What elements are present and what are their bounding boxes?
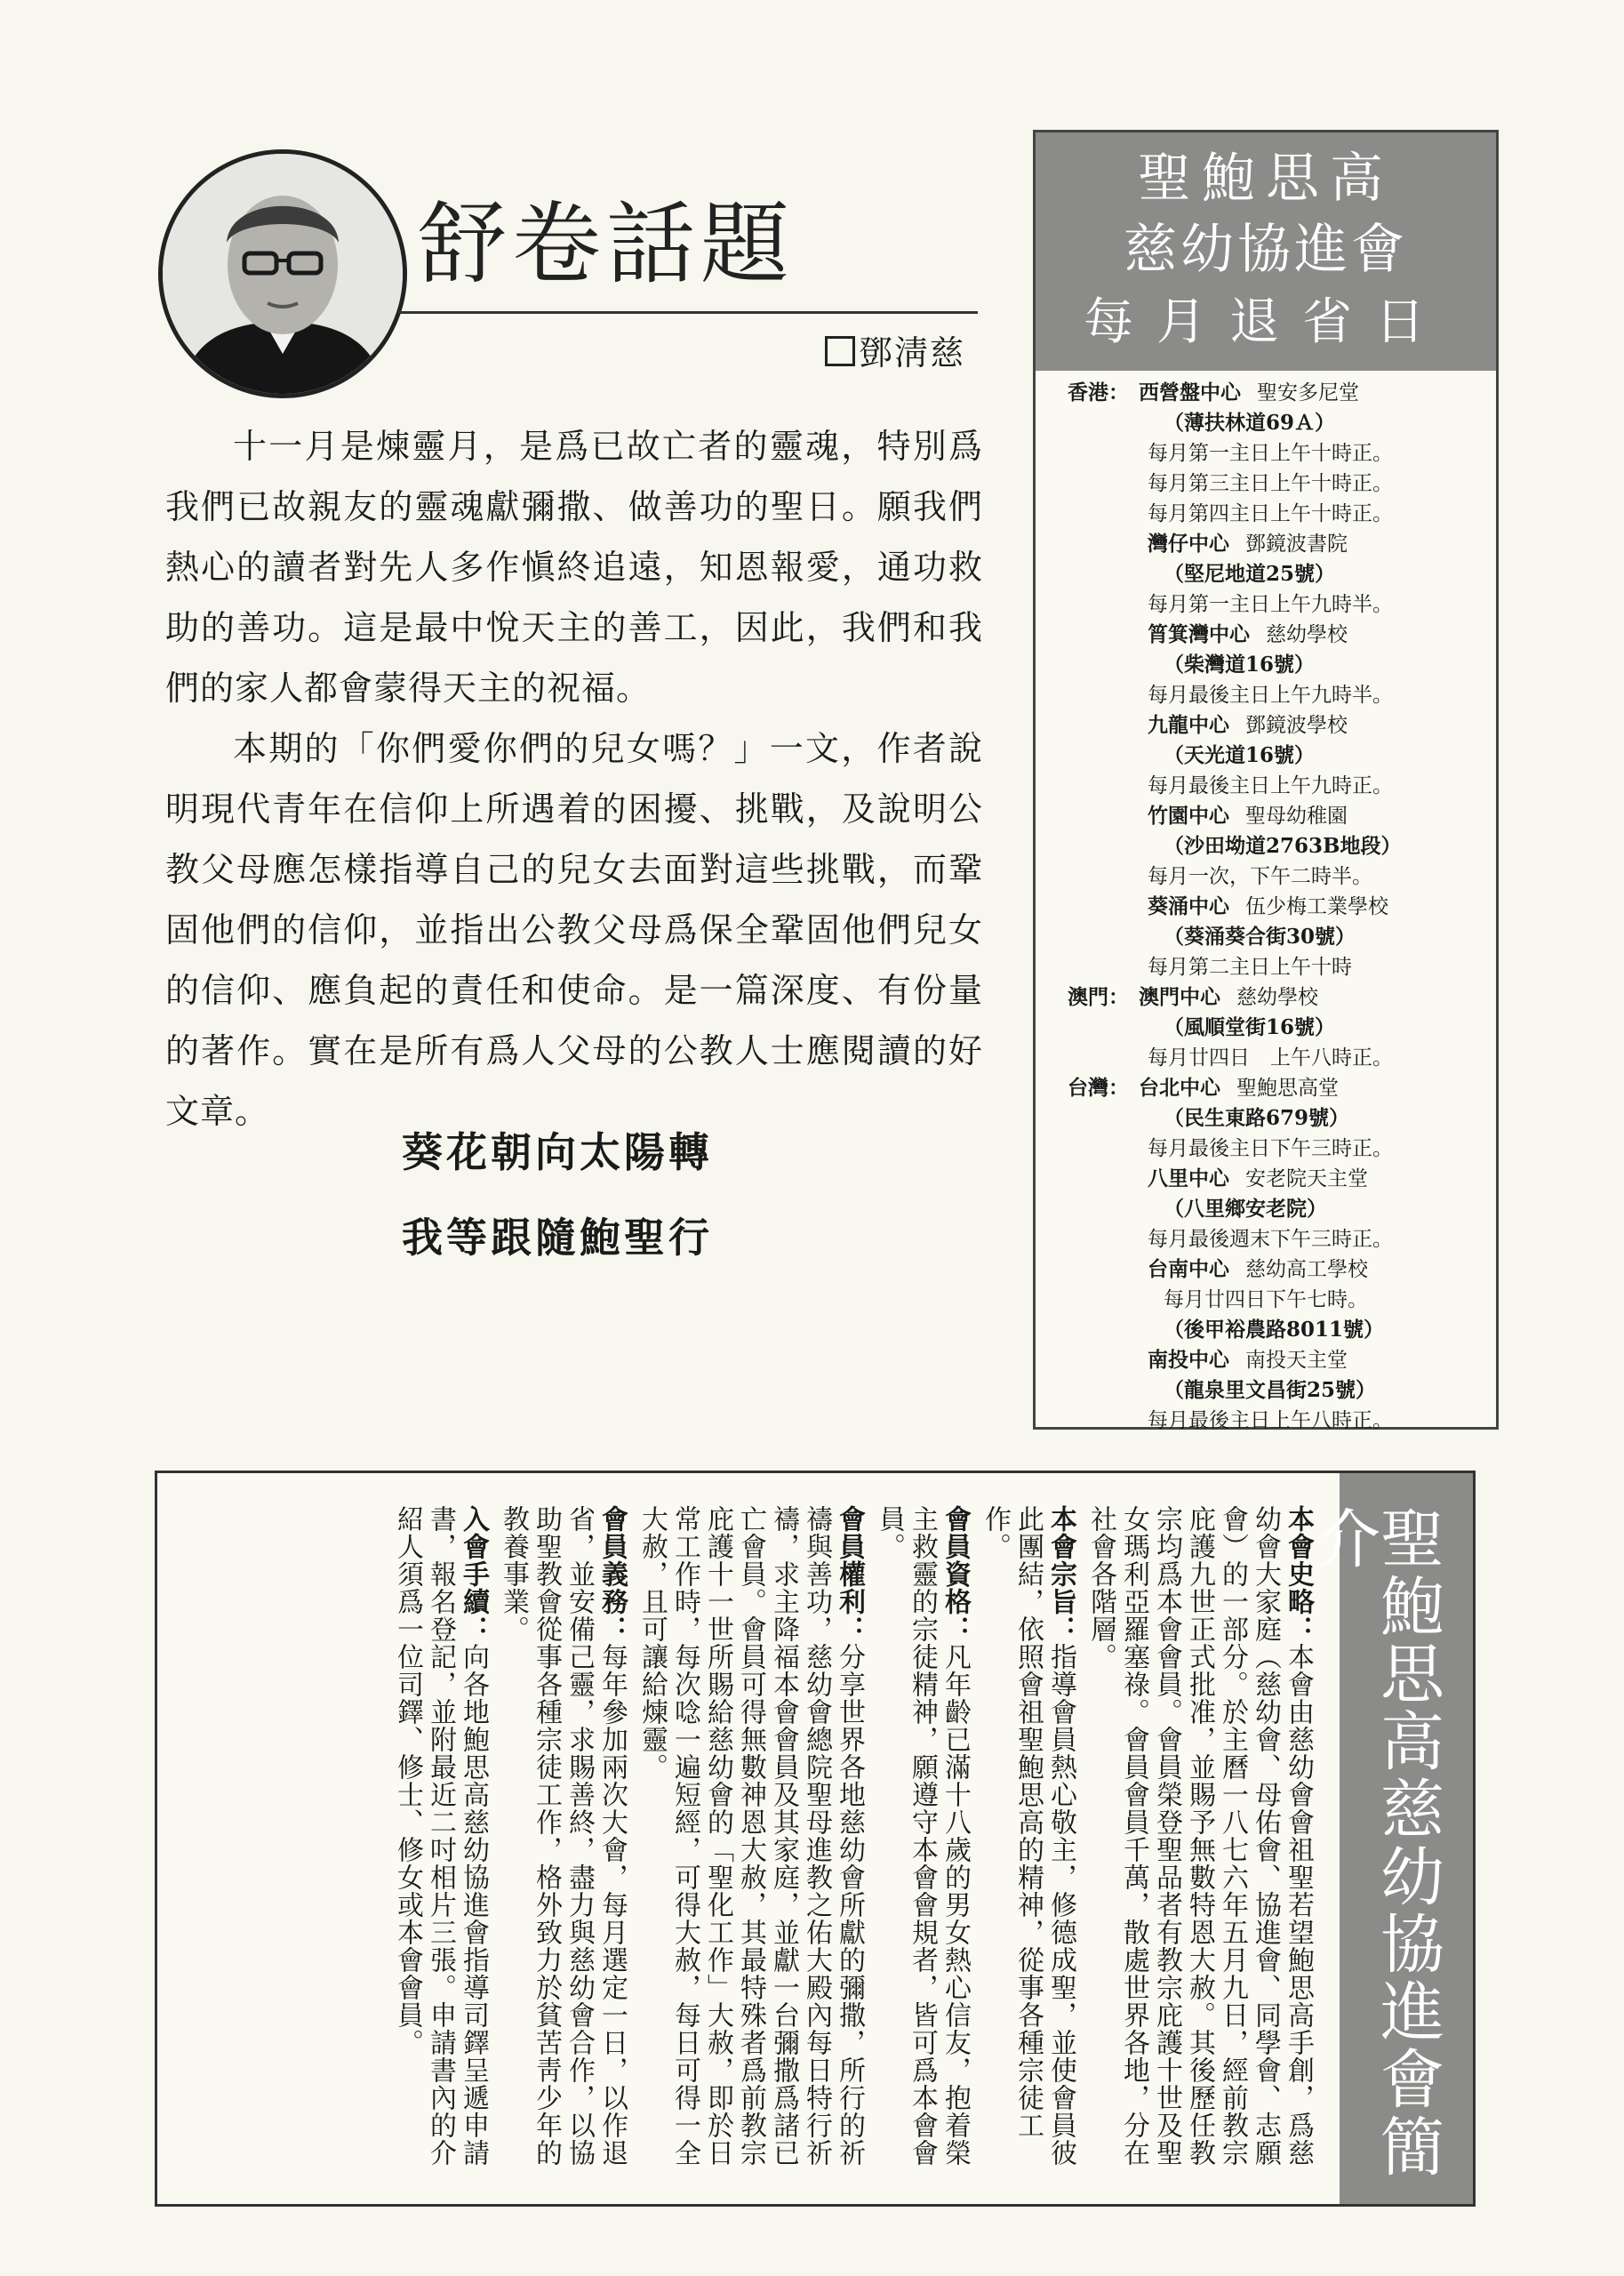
intro-section: [497, 1505, 628, 2181]
center-venue: 慈幼學校: [1266, 623, 1348, 646]
region-label: 澳門：: [1068, 986, 1129, 1009]
retreat-title-3: 每月退省日: [1084, 293, 1448, 351]
center-address: （柴灣道16號）: [1164, 653, 1316, 677]
intro-section: [1084, 1505, 1315, 2181]
center-venue: 慈幼學校: [1236, 986, 1318, 1009]
retreat-line: [1036, 1134, 1496, 1164]
editorial-body: [165, 416, 983, 1142]
retreat-line: [1036, 771, 1496, 801]
center-name: 竹園中心: [1148, 805, 1229, 828]
portrait-image: [163, 154, 403, 394]
monthly-retreat-box: [1033, 130, 1499, 1430]
retreat-line: [1036, 1285, 1496, 1315]
editorial-paragraph: 本期的「你們愛你們的兒女嗎？」一文，作者說明現代青年在信仰上所遇着的困擾、挑戰，及說明公教父母應怎樣指導自己的兒女去面對這些挑戰，而鞏固他們的信仰，並指出公教父母爲保全鞏固他們兒女的信仰、應負起的責任和使命。是一篇深度、有份量的著作。實在是所有爲人父母的公教人士應閱讀的好文章。: [165, 729, 983, 1131]
intro-section-text: 凡年齡已滿十八歲的男女熱心信友，抱着榮主救靈的宗徒精神，願遵守本會會規者，皆可爲本會會員。: [874, 1505, 971, 2167]
intro-section-label: 會員權利：: [834, 1505, 865, 1643]
retreat-title-1: 聖鮑思高: [1138, 148, 1394, 210]
center-address: （風順堂街16號）: [1164, 1015, 1336, 1039]
center-address: （薄扶林道69Ａ）: [1164, 411, 1336, 435]
center-schedule: 每月一次，下午二時半。: [1148, 865, 1372, 888]
center-schedule: 每月第三主日上午十時正。: [1148, 472, 1393, 495]
center-name: 台北中心: [1139, 1077, 1220, 1100]
center-venue: 鄧鏡波書院: [1245, 533, 1348, 556]
retreat-line: [1036, 559, 1496, 589]
center-schedule: 每月第一主日上午十時正。: [1148, 442, 1393, 465]
retreat-line: [1036, 499, 1496, 529]
intro-section-text: 向各地鮑思高慈幼協進會指導司鐸呈遞申請書，報名登記，並附最近二吋相片三張。申請書內的介紹人須爲一位司鐸、修士、修女或本會會員。: [392, 1505, 489, 2167]
center-schedule: 每月最後主日下午三時正。: [1148, 1137, 1393, 1160]
motto-line: 葵花朝向太陽轉: [402, 1128, 713, 1176]
retreat-title-2: 慈幼協進會: [1124, 219, 1408, 281]
retreat-line: [1036, 408, 1496, 438]
center-address: （堅尼地道25號）: [1164, 562, 1336, 586]
center-schedule: 每月第一主日上午九時半。: [1148, 593, 1393, 616]
center-venue: 伍少梅工業學校: [1245, 895, 1388, 918]
retreat-line: [1036, 1315, 1496, 1345]
author-name: 鄧淸慈: [859, 333, 966, 373]
intro-title-panel: [1306, 1473, 1473, 2204]
center-address: （天光道16號）: [1164, 743, 1316, 767]
center-venue: 南投天主堂: [1245, 1349, 1348, 1372]
center-venue: 聖母幼稚園: [1245, 805, 1348, 828]
author-portrait: [158, 149, 407, 398]
center-name: 南投中心: [1148, 1349, 1229, 1372]
intro-section-label: 本會史略：: [1283, 1505, 1314, 1643]
retreat-line: [1036, 1043, 1496, 1073]
intro-section-text: 每年參加兩次大會，每月選定一日，以作退省，並安備己靈，求賜善終，盡力與慈幼會合作，以協助聖教會從事各種宗徒工作，格外致力於貧苦靑少年的教養事業。: [498, 1505, 628, 2167]
retreat-line: [1036, 1194, 1496, 1224]
center-schedule: 每月最後主日上午八時正。: [1148, 1409, 1393, 1432]
intro-section-label: 會員義務：: [596, 1505, 628, 1643]
intro-section-label: 入會手續：: [458, 1505, 489, 1643]
region-label: 台灣：: [1068, 1077, 1129, 1100]
intro-section-text: 指導會員熱心敬主，修德成聖，並使會員彼此團結，依照會祖聖鮑思高的精神，從事各種宗徒工作。: [980, 1505, 1076, 2167]
intro-body: [384, 1505, 1315, 2181]
center-address: （葵涌葵合街30號）: [1164, 925, 1356, 949]
motto: [402, 1110, 713, 1280]
center-address: （沙田坳道2763B地段）: [1164, 834, 1402, 858]
retreat-center-list: [1036, 371, 1496, 1436]
motto-line: 我等跟隨鮑聖行: [402, 1214, 713, 1262]
retreat-line: [1036, 1103, 1496, 1134]
region-label: 香港：: [1068, 381, 1129, 405]
intro-section: [979, 1505, 1077, 2181]
retreat-line: [1036, 710, 1496, 741]
center-name: 台南中心: [1148, 1258, 1229, 1281]
center-schedule: 每月第二主日上午十時: [1148, 956, 1352, 979]
intro-section-text: 本會由慈幼會會祖聖若望鮑思高手創，爲慈幼會大家庭（慈幼會、母佑會、協進會、同學會、志願會）的一部分。於主曆一八七六年五月九日，經前教宗庇護九世正式批准，並賜予無數特恩大赦。其後歷任教宗均爲本會會員。會員榮登聖品者有教宗庇護十世及聖女瑪利亞羅塞祿。會員會員千萬，散處世界各地，分在社會各階層。: [1085, 1505, 1314, 2167]
center-address: （龍泉里文昌街25號）: [1164, 1378, 1377, 1402]
retreat-line: [1036, 1073, 1496, 1103]
title-underline: [398, 311, 978, 314]
retreat-line: [1036, 922, 1496, 952]
author-byline: [825, 325, 965, 374]
retreat-line: [1036, 1224, 1496, 1254]
retreat-line: [1036, 952, 1496, 982]
center-venue: 聖安多尼堂: [1257, 381, 1359, 405]
retreat-line: [1036, 529, 1496, 559]
center-schedule: 每月廿四日 上午八時正。: [1148, 1046, 1393, 1070]
center-name: 葵涌中心: [1148, 895, 1229, 918]
center-venue: 聖鮑思高堂: [1236, 1077, 1339, 1100]
byline-box-icon: [825, 336, 855, 366]
retreat-header: [1036, 132, 1496, 371]
intro-section: [636, 1505, 866, 2181]
editorial-paragraph: 十一月是煉靈月，是爲已故亡者的靈魂，特別爲我們已故親友的靈魂獻彌撒、做善功的聖日。願我們熱心的讀者對先人多作愼終追遠，知恩報愛，通功救助的善功。這是最中悅天主的善工，因此，我們和我們的家人都會蒙得天主的祝福。: [165, 427, 983, 708]
retreat-line: [1036, 469, 1496, 499]
retreat-line: [1036, 1254, 1496, 1285]
center-name: 筲箕灣中心: [1148, 623, 1250, 646]
intro-section: [873, 1505, 972, 2181]
center-schedule: 每月第四主日上午十時正。: [1148, 502, 1393, 525]
retreat-line: [1036, 1406, 1496, 1436]
retreat-line: [1036, 862, 1496, 892]
retreat-line: [1036, 620, 1496, 650]
retreat-line: [1036, 1375, 1496, 1406]
center-schedule: 每月最後主日上午九時半。: [1148, 684, 1393, 707]
retreat-line: [1036, 741, 1496, 771]
center-name: 澳門中心: [1139, 986, 1220, 1009]
retreat-line: [1036, 892, 1496, 922]
retreat-line: [1036, 680, 1496, 710]
center-venue: 安老院天主堂: [1245, 1167, 1368, 1190]
retreat-line: [1036, 801, 1496, 831]
intro-section-text: 分享世界各地慈幼會所獻的彌撒，所行的祈禱與善功，慈幼會總院聖母進教之佑大殿內每日特行祈禱，求主降福本會會員及其家庭，並獻一台彌撒爲諸已亡會員。會員可得無數神恩大赦，其最特殊者爲前教宗庇護十一世所賜給慈幼會的「聖化工作」大赦，即於日常工作時，每次唸一遍短經，可得大赦，每日可得一全大赦，且可讓給煉靈。: [636, 1505, 865, 2167]
column-title: 舒卷話題: [418, 192, 795, 296]
center-schedule: 每月最後主日上午九時正。: [1148, 774, 1393, 797]
center-name: 西營盤中心: [1139, 381, 1241, 405]
retreat-line: [1036, 1164, 1496, 1194]
retreat-line: [1036, 438, 1496, 469]
association-intro-box: [155, 1471, 1476, 2207]
retreat-line: [1036, 831, 1496, 862]
intro-section: [391, 1505, 490, 2181]
center-schedule: 每月廿四日下午七時。: [1164, 1288, 1368, 1311]
center-venue: 鄧鏡波學校: [1245, 714, 1348, 737]
center-name: 八里中心: [1148, 1167, 1229, 1190]
center-venue: 慈幼高工學校: [1245, 1258, 1368, 1281]
intro-title: 聖鮑思高慈幼協進會簡介: [1306, 1505, 1444, 2181]
center-address: （民生東路679號）: [1164, 1106, 1350, 1130]
center-address: （八里鄉安老院）: [1164, 1197, 1327, 1221]
center-name: 九龍中心: [1148, 714, 1229, 737]
retreat-line: [1036, 982, 1496, 1013]
retreat-line: [1036, 650, 1496, 680]
intro-section-label: 本會宗旨：: [1045, 1505, 1076, 1643]
intro-section-label: 會員資格：: [940, 1505, 971, 1643]
center-schedule: 每月最後週末下午三時正。: [1148, 1228, 1393, 1251]
center-address: （後甲裕農路8011號）: [1164, 1318, 1385, 1342]
retreat-line: [1036, 1345, 1496, 1375]
retreat-line: [1036, 378, 1496, 408]
retreat-line: [1036, 1013, 1496, 1043]
center-name: 灣仔中心: [1148, 533, 1229, 556]
retreat-line: [1036, 589, 1496, 620]
